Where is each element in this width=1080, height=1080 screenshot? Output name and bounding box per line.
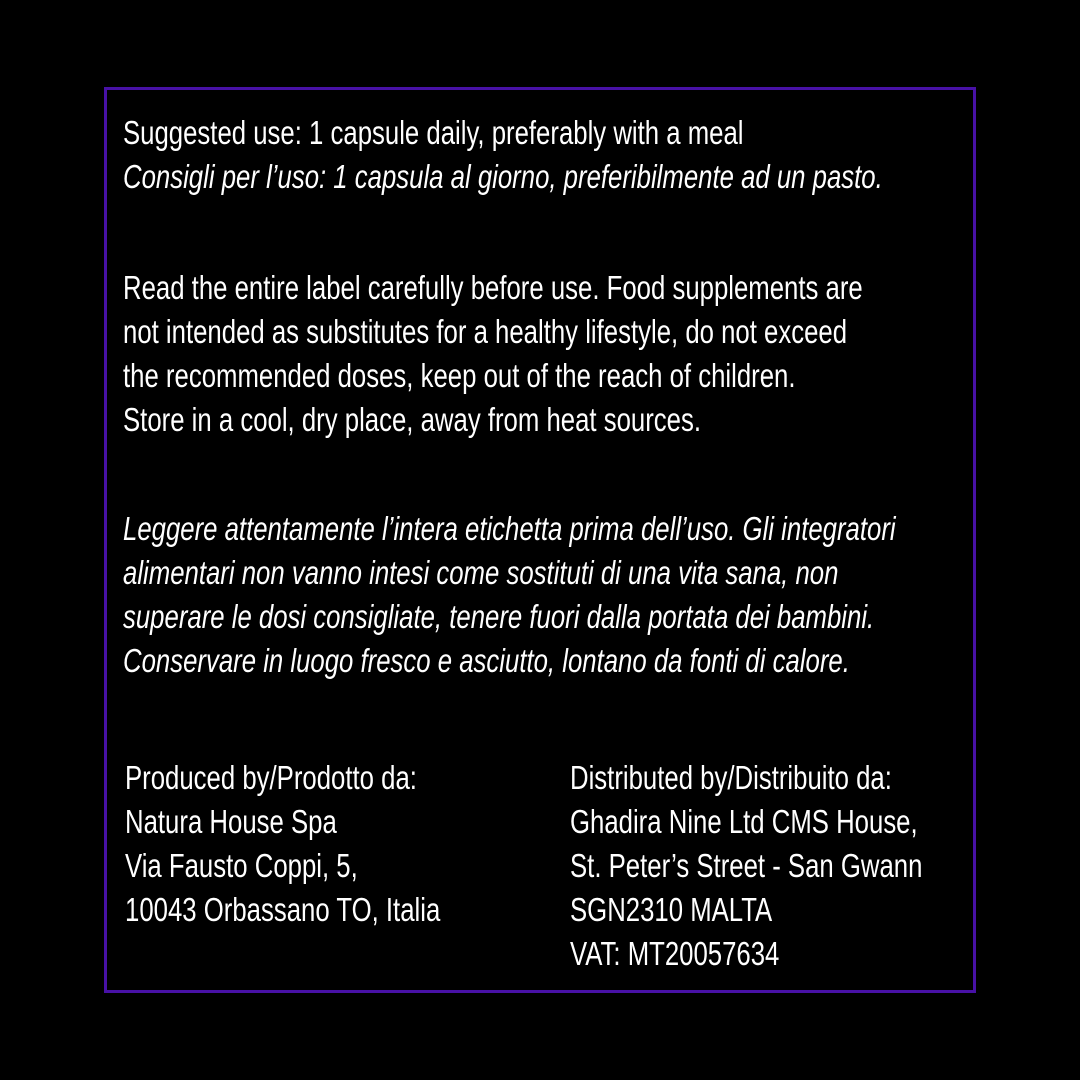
text-line: Store in a cool, dry place, away from heat sources. xyxy=(123,401,702,438)
text-line: not intended as substitutes for a healthy lifestyle, do not exceed xyxy=(123,313,848,350)
text-line: alimentari non vanno intesi come sostituti di una vita sana, non xyxy=(123,554,839,591)
text-line: the recommended doses, keep out of the reach of children. xyxy=(123,357,796,394)
distributor-block xyxy=(570,756,922,976)
label-border-box xyxy=(104,87,976,993)
producer-city: 10043 Orbassano TO, Italia xyxy=(125,891,441,928)
producer-block xyxy=(125,756,440,932)
warnings-en-section xyxy=(123,266,863,442)
producer-street: Via Fausto Coppi, 5, xyxy=(125,847,358,884)
warnings-it-section xyxy=(123,507,896,683)
producer-heading: Produced by/Prodotto da: xyxy=(125,759,417,796)
distributor-city: SGN2310 MALTA xyxy=(570,891,773,928)
distributor-name: Ghadira Nine Ltd CMS House, xyxy=(570,803,918,840)
distributor-street: St. Peter’s Street - San Gwann xyxy=(570,847,923,884)
suggested-use-section xyxy=(123,111,883,199)
distributor-heading: Distributed by/Distribuito da: xyxy=(570,759,892,796)
suggested-use-en: Suggested use: 1 capsule daily, preferably with a meal xyxy=(123,114,744,151)
text-line: Read the entire label carefully before use. Food supplements are xyxy=(123,269,863,306)
distributor-vat: VAT: MT20057634 xyxy=(570,935,780,972)
suggested-use-it: Consigli per l’uso: 1 capsula al giorno, preferibilmente ad un pasto. xyxy=(123,158,883,195)
producer-name: Natura House Spa xyxy=(125,803,337,840)
text-line: Conservare in luogo fresco e asciutto, lontano da fonti di calore. xyxy=(123,642,850,679)
text-line: superare le dosi consigliate, tenere fuori dalla portata dei bambini. xyxy=(123,598,875,635)
text-line: Leggere attentamente l’intera etichetta prima dell’uso. Gli integratori xyxy=(123,510,896,547)
